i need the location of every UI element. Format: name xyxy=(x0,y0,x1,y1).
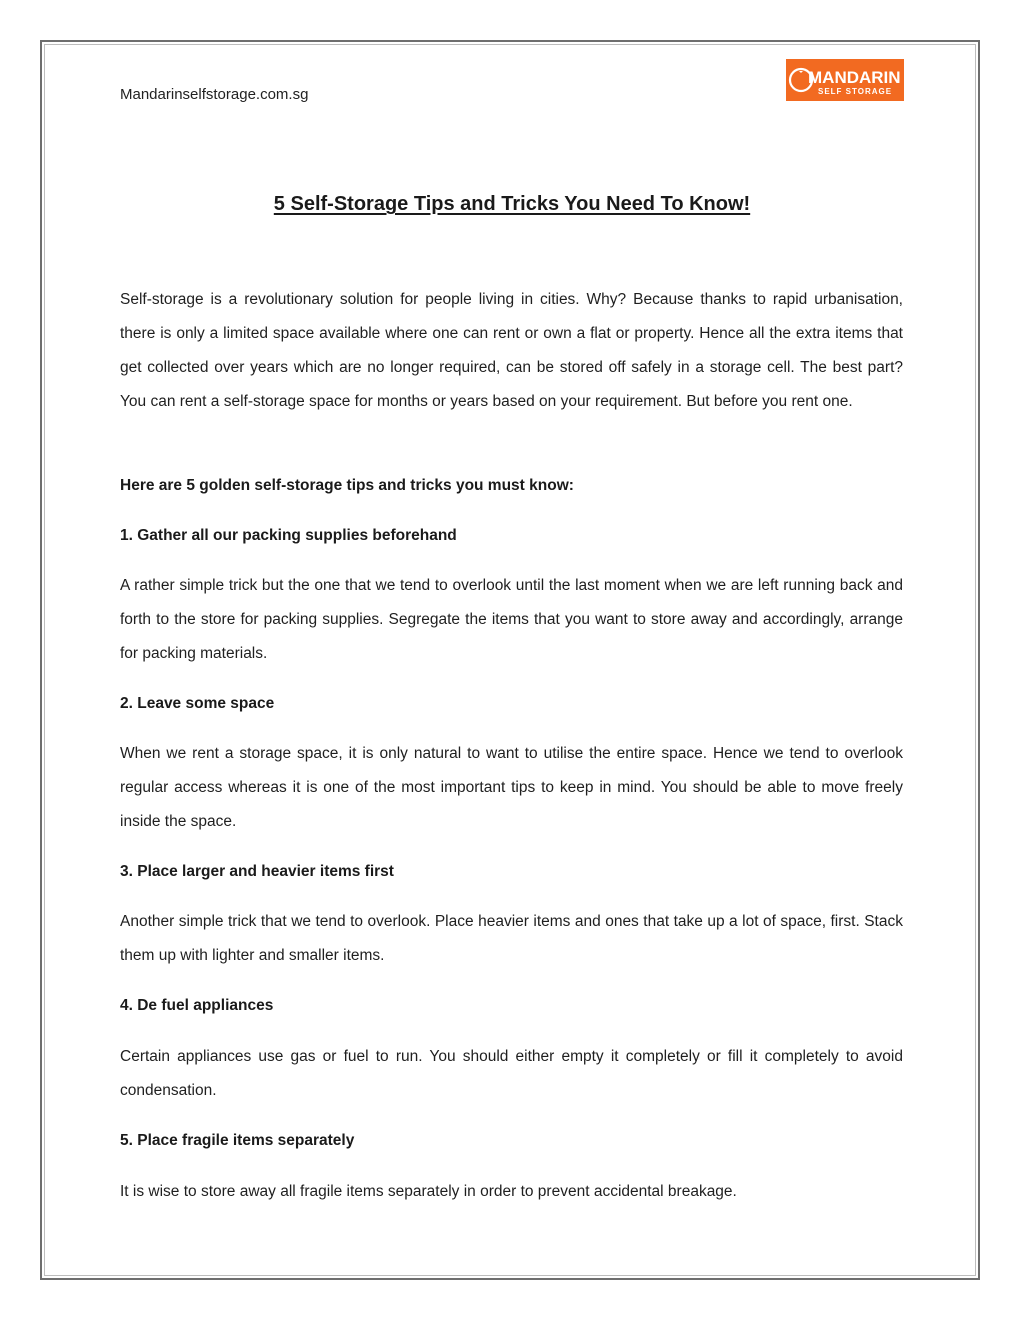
intro-paragraph: Self-storage is a revolutionary solution for people living in cities. Why? Because thanks to rapid urbanisation, there is only a limited space available where one can rent or own a flat or property. Hence all the extra items that get collected over years which are no longer required, can be stored off safely in a storage cell. The best part? You can rent a self-storage space for months or years based on your requirement. But before you rent one. xyxy=(120,291,903,410)
tip-5-text: It is wise to store away all fragile items separately in order to prevent accidental breakage. xyxy=(120,1183,737,1200)
tip-1-heading: 1. Gather all our packing supplies beforehand xyxy=(120,527,457,544)
document-title: 5 Self-Storage Tips and Tricks You Need To Know! xyxy=(273,193,751,216)
tip-2-heading: 2. Leave some space xyxy=(120,695,275,712)
tip-4-heading: 4. De fuel appliances xyxy=(120,997,274,1014)
brand-logo xyxy=(786,59,904,101)
tip-3-heading: 3. Place larger and heavier items first xyxy=(120,863,394,880)
logo-brand-text: MANDARIN xyxy=(808,68,901,87)
tip-2-text: When we rent a storage space, it is only natural to want to utilise the entire space. Hence we tend to overlook regular access whereas it is one of the most important tips to keep in mind. You should be able to move freely inside the space. xyxy=(120,745,903,830)
tip-5-heading: 5. Place fragile items separately xyxy=(120,1132,355,1149)
site-url: Mandarinselfstorage.com.sg xyxy=(120,86,309,103)
logo-tagline-text: SELF STORAGE xyxy=(818,87,893,96)
tip-4-text: Certain appliances use gas or fuel to run. You should either empty it completely or fill it completely to avoid condensation. xyxy=(120,1048,903,1099)
tip-3-text: Another simple trick that we tend to overlook. Place heavier items and ones that take up a lot of space, first. Stack them up with lighter and smaller items. xyxy=(120,913,903,964)
tip-1-text: A rather simple trick but the one that we tend to overlook until the last moment when we are left running back and forth to the store for packing supplies. Segregate the items that you want to store away and accordingly, arrange for packing materials. xyxy=(120,577,903,662)
tips-list-heading: Here are 5 golden self-storage tips and tricks you must know: xyxy=(120,477,574,494)
